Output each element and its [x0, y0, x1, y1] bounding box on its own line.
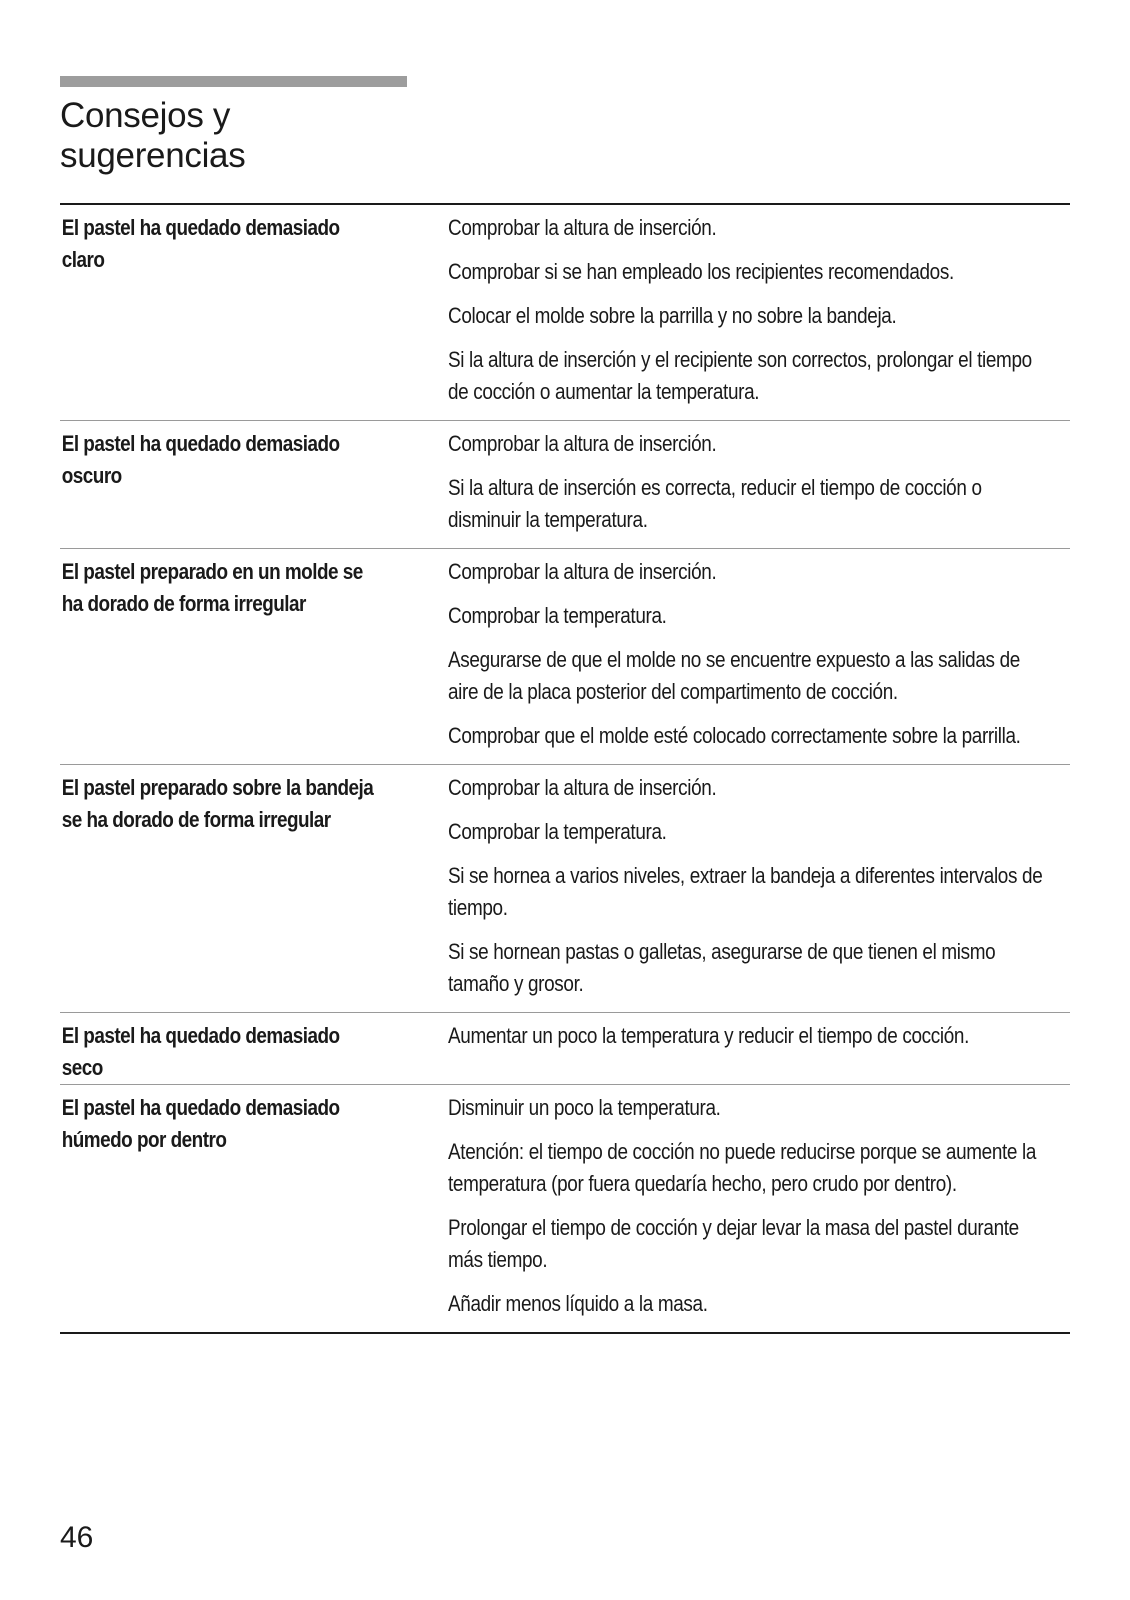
solution-item: Si la altura de inserción y el recipiente son correctos, prolongar el tiempo de cocción o aumentar la temperatura.	[448, 347, 1032, 404]
tip-row	[60, 420, 1070, 548]
problem-label: El pastel ha quedado demasiado oscuro	[61, 431, 340, 488]
solution-item: Si la altura de inserción es correcta, reducir el tiempo de cocción o disminuir la temperatura.	[448, 475, 982, 532]
solution-item: Colocar el molde sobre la parrilla y no sobre la bandeja.	[448, 303, 897, 328]
solution-item: Disminuir un poco la temperatura.	[448, 1095, 721, 1120]
tip-row	[60, 1012, 1070, 1084]
solution-item: Si se hornean pastas o galletas, asegurarse de que tienen el mismo tamaño y grosor.	[448, 939, 996, 996]
solution-item: Comprobar la altura de inserción.	[448, 215, 717, 240]
page-number: 46	[60, 1521, 94, 1554]
tip-row	[60, 548, 1070, 764]
solution-item: Prolongar el tiempo de cocción y dejar levar la masa del pastel durante más tiempo.	[448, 1215, 1019, 1272]
problem-label: El pastel preparado sobre la bandeja se ha dorado de forma irregular	[61, 775, 374, 832]
page-title-line-1: Consejos y	[60, 96, 231, 135]
solution-item: Comprobar la altura de inserción.	[448, 431, 717, 456]
page-title-line-2: sugerencias	[60, 136, 246, 175]
solution-item: Atención: el tiempo de cocción no puede reducirse porque se aumente la temperatura (por fuera quedaría hecho, pero crudo por dentro).	[448, 1139, 1037, 1196]
problem-label: El pastel ha quedado demasiado claro	[61, 215, 340, 272]
problem-label: El pastel ha quedado demasiado húmedo por dentro	[61, 1095, 340, 1152]
solution-item: Añadir menos líquido a la masa.	[448, 1291, 708, 1316]
problem-label: El pastel preparado en un molde se ha dorado de forma irregular	[61, 559, 363, 616]
tip-row	[60, 764, 1070, 1012]
tip-row	[60, 1084, 1070, 1332]
solution-item: Comprobar la altura de inserción.	[448, 559, 717, 584]
page-title	[60, 96, 420, 176]
solutions-list	[448, 1085, 1130, 1332]
solution-item: Comprobar la temperatura.	[448, 603, 667, 628]
solution-item: Comprobar la temperatura.	[448, 819, 667, 844]
solutions-list	[448, 765, 1130, 1012]
solutions-list	[448, 205, 1130, 420]
solution-item: Comprobar si se han empleado los recipientes recomendados.	[448, 259, 954, 284]
solutions-list	[448, 421, 1130, 548]
solution-item: Aumentar un poco la temperatura y reducir el tiempo de cocción.	[448, 1023, 969, 1048]
solution-item: Si se hornea a varios niveles, extraer la bandeja a diferentes intervalos de tiempo.	[448, 863, 1043, 920]
tips-table	[60, 203, 1070, 1334]
solution-item: Asegurarse de que el molde no se encuentre expuesto a las salidas de aire de la placa posterior del compartimento de cocción.	[448, 647, 1020, 704]
solution-item: Comprobar que el molde esté colocado correctamente sobre la parrilla.	[448, 723, 1021, 748]
heading-bar	[60, 76, 407, 87]
problem-label: El pastel ha quedado demasiado seco	[61, 1023, 340, 1080]
solution-item: Comprobar la altura de inserción.	[448, 775, 717, 800]
solutions-list	[448, 549, 1130, 764]
solutions-list	[448, 1013, 1130, 1084]
tip-row	[60, 205, 1070, 420]
